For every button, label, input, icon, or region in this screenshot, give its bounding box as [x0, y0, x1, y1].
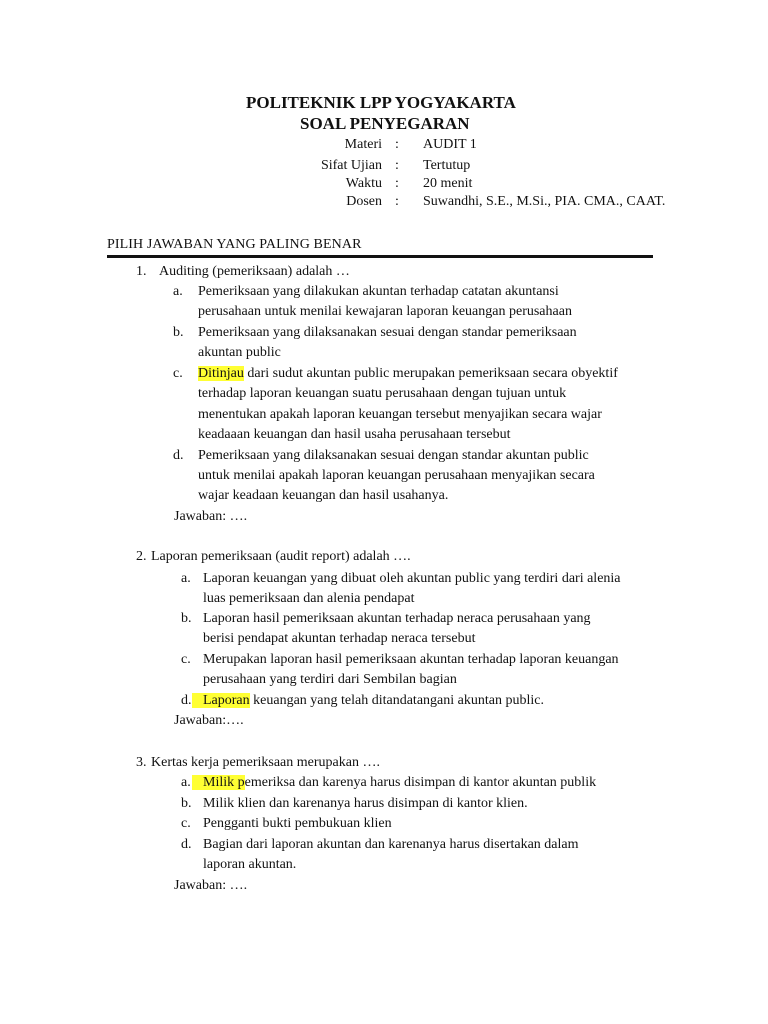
option-line: berisi pendapat akuntan terhadap neraca tersebut [203, 631, 476, 646]
meta-label-dosen: Dosen [346, 194, 382, 209]
option-line: perusahaan untuk menilai kewajaran laporan keuangan perusahaan [198, 304, 572, 319]
meta-colon: : [395, 176, 399, 191]
meta-label-waktu: Waktu [345, 176, 382, 191]
highlighted-answer: Ditinjau [198, 366, 244, 381]
option-letter: c. [181, 816, 191, 831]
question-number: 2. [136, 549, 147, 564]
option-line: Laporan keuangan yang dibuat oleh akuntan public yang terdiri dari alenia [203, 571, 621, 586]
option-line: Pemeriksaan yang dilaksanakan sesuai dengan standar akuntan public [198, 448, 589, 463]
option-letter: c. [173, 366, 183, 381]
option-letter: d. [181, 837, 192, 852]
option-line: luas pemeriksaan dan alenia pendapat [203, 591, 415, 606]
option-text: emeriksa dan karenya harus disimpan di kantor akuntan publik [244, 775, 597, 790]
option-text: keuangan yang telah ditandatangani akuntan public. [249, 693, 544, 708]
highlighted-answer: Milik p [192, 775, 245, 790]
question-text: Kertas kerja pemeriksaan merupakan …. [151, 755, 380, 770]
option-letter: d. [181, 693, 192, 708]
meta-colon: : [395, 137, 399, 152]
highlighted-answer: Laporan [192, 693, 250, 708]
question-text: Laporan pemeriksaan (audit report) adalah …. [151, 549, 411, 564]
option-line: menentukan apakah laporan keuangan tersebut menyajikan secara wajar [198, 407, 602, 422]
option-text: dari sudut akuntan public merupakan pemeriksaan secara obyektif [243, 366, 618, 381]
question-number: 3. [136, 755, 147, 770]
meta-value-materi: AUDIT 1 [423, 137, 477, 152]
question-text: Auditing (pemeriksaan) adalah … [159, 264, 350, 279]
option-line: Merupakan laporan hasil pemeriksaan akuntan terhadap laporan keuangan [203, 652, 619, 667]
option-line: Laporan hasil pemeriksaan akuntan terhadap neraca perusahaan yang [203, 611, 591, 626]
option-line: akuntan public [198, 345, 281, 360]
option-line: terhadap laporan keuangan suatu perusahaan dengan tujuan untuk [198, 386, 567, 401]
meta-label-materi: Materi [344, 137, 382, 152]
option-line: Bagian dari laporan akuntan dan karenanya harus disertakan dalam [203, 837, 579, 852]
option-letter: a. [181, 775, 191, 790]
meta-value-sifat-ujian: Tertutup [423, 158, 471, 173]
option-first-line [198, 365, 618, 383]
answer-line: Jawaban: …. [174, 878, 248, 893]
option-line: laporan akuntan. [203, 857, 297, 872]
meta-colon: : [395, 194, 399, 209]
option-letter: b. [181, 796, 192, 811]
option-letter: d. [173, 448, 184, 463]
option-line: Pemeriksaan yang dilaksanakan sesuai dengan standar pemeriksaan [198, 325, 577, 340]
option-line: wajar keadaan keuangan dan hasil usahanya. [198, 488, 449, 503]
heading-underline [107, 255, 653, 258]
instruction-heading: PILIH JAWABAN YANG PALING BENAR [107, 237, 362, 252]
option-letter: b. [181, 611, 192, 626]
option-first-line [192, 774, 596, 792]
option-first-line [192, 692, 544, 710]
meta-label-sifat-ujian: Sifat Ujian [320, 158, 382, 173]
document-title: SOAL PENYEGARAN [300, 114, 470, 133]
option-letter: a. [173, 284, 183, 299]
institution-title: POLITEKNIK LPP YOGYAKARTA [246, 93, 516, 112]
meta-value-waktu: 20 menit [423, 176, 473, 191]
option-line: Milik klien dan karenanya harus disimpan di kantor klien. [203, 796, 528, 811]
option-line: keadaaan keuangan dan hasil usaha perusahaan tersebut [198, 427, 511, 442]
option-line: untuk menilai apakah laporan keuangan perusahaan menyajikan secara [198, 468, 595, 483]
meta-value-dosen: Suwandhi, S.E., M.Si., PIA. CMA., CAAT. [423, 194, 666, 209]
answer-line: Jawaban:…. [174, 713, 244, 728]
option-letter: a. [181, 571, 191, 586]
option-line: Pemeriksaan yang dilakukan akuntan terhadap catatan akuntansi [198, 284, 559, 299]
question-number: 1. [136, 264, 147, 279]
meta-colon: : [395, 158, 399, 173]
answer-line: Jawaban: …. [174, 509, 248, 524]
option-letter: b. [173, 325, 184, 340]
option-line: Pengganti bukti pembukuan klien [203, 816, 392, 831]
option-line: perusahaan yang terdiri dari Sembilan bagian [203, 672, 457, 687]
option-letter: c. [181, 652, 191, 667]
